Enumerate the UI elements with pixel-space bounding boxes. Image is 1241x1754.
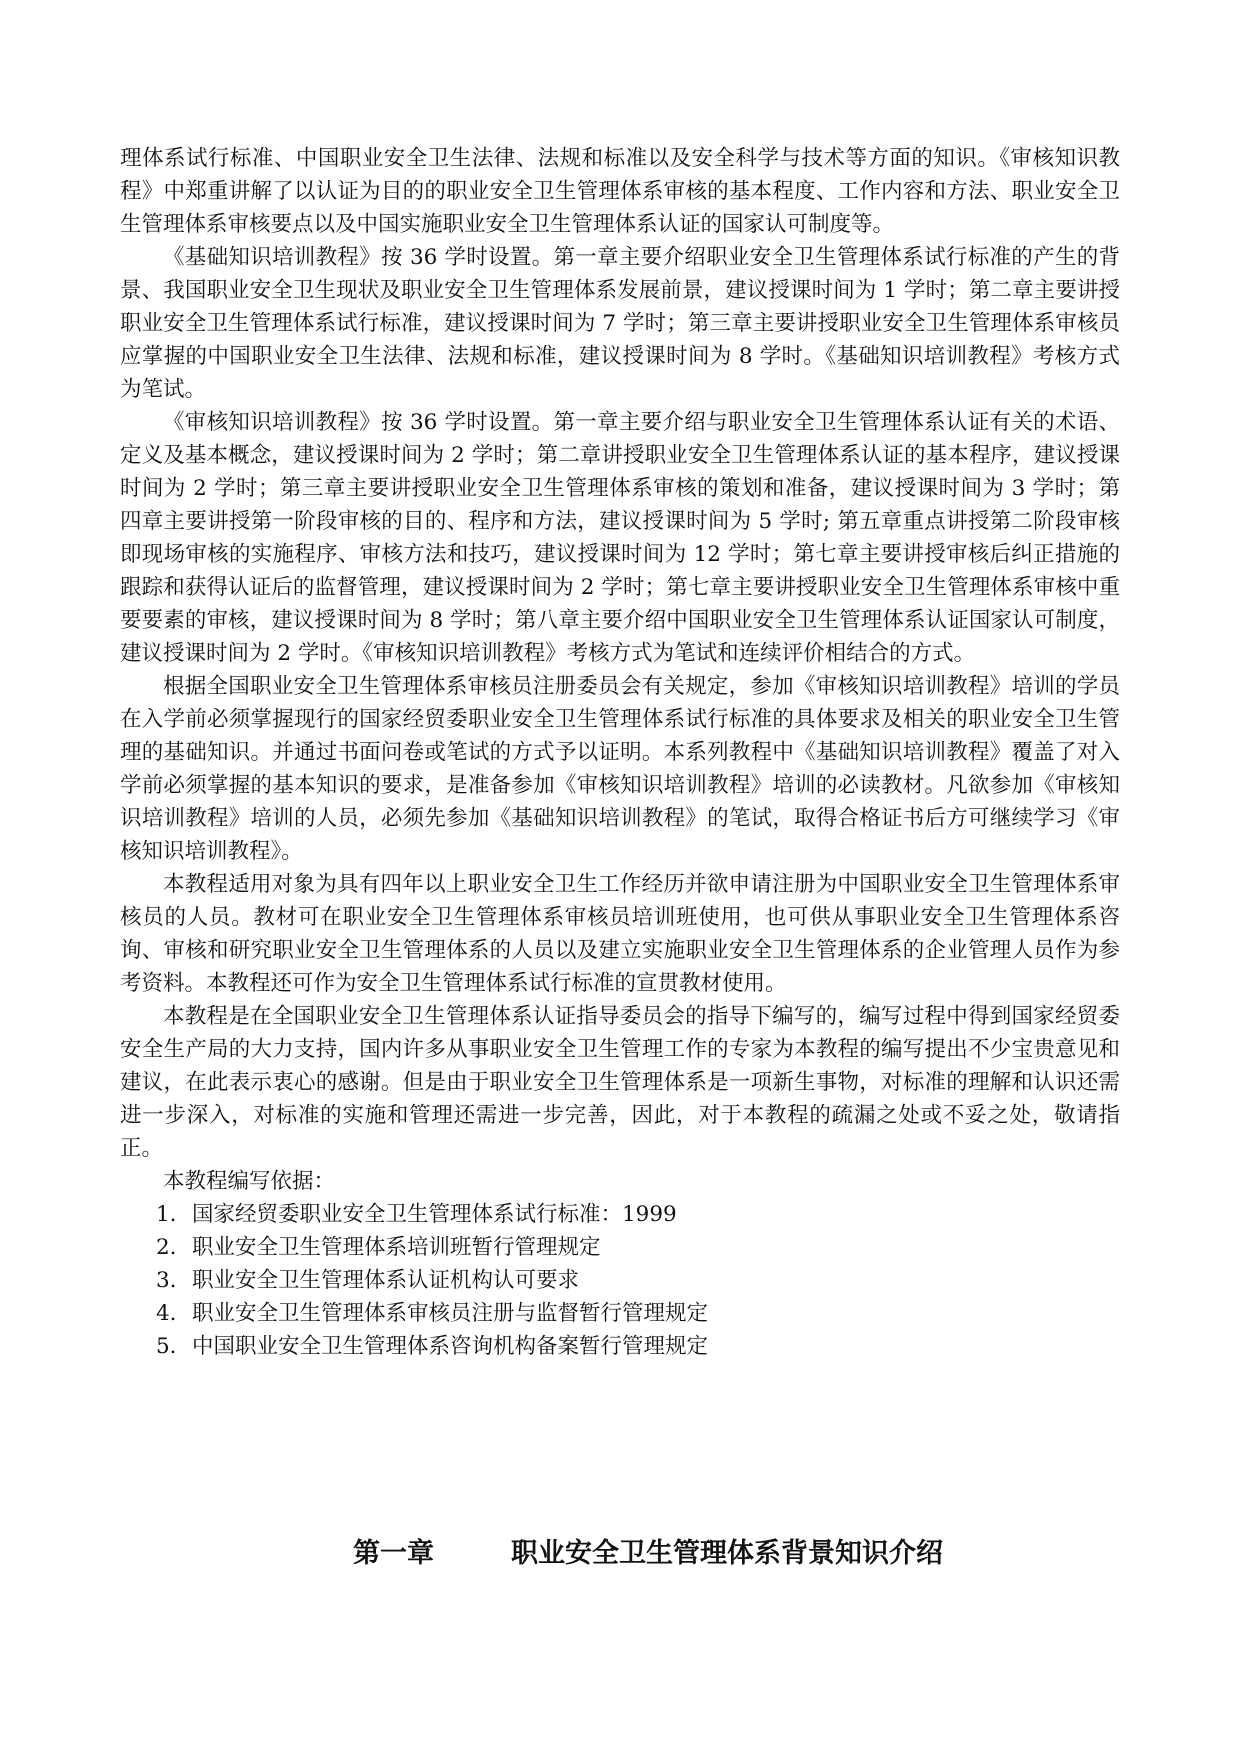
paragraph-target-audience: 本教程适用对象为具有四年以上职业安全卫生工作经历并欲申请注册为中国职业安全卫生管理体系审核员的人员。教材可在职业安全卫生管理体系审核员培训班使用，也可供从事职业安全卫生管理体系咨询、审核和研究职业安全卫生管理体系的人员以及建立实施职业安全卫生管理体系的企业管理人员作为参考资料。本教程还可作为安全卫生管理体系试行标准的宣贯教材使用。 [120,872,1120,996]
paragraph-basic-course: 《基础知识培训教程》按 36 学时设置。第一章主要介绍职业安全卫生管理体系试行标准的产生的背景、我国职业安全卫生现状及职业安全卫生管理体系发展前景，建议授课时间为 1 学时；第二章主要讲授职业安全卫生管理体系试行标准，建议授课时间为 7 学时；第三章主要讲授职业安全卫生管理体系审核员应掌握的中国职业安全卫生法律、法规和标准，建议授课时间为 8 学时。《基础知识培训教程》考核方式为笔试。 [120,245,1120,402]
basis-heading: 本教程编写依据： [163,1169,336,1194]
paragraph-acknowledgements: 本教程是在全国职业安全卫生管理体系认证指导委员会的指导下编写的，编写过程中得到国家经贸委安全生产局的大力支持，国内许多从事职业安全卫生管理工作的专家为本教程的编写提出不少宝贵意见和建议，在此表示衷心的感谢。但是由于职业安全卫生管理体系是一项新生事物，对标准的理解和认识还需进一步深入，对标准的实施和管理还需进一步完善，因此，对于本教程的疏漏之处或不妥之处，敬请指正。 [120,1004,1120,1161]
list-item-text: 职业安全卫生管理体系认证机构认可要求 [192,1268,580,1293]
chapter-number: 第一章 [353,1538,434,1569]
list-item-text: 职业安全卫生管理体系培训班暂行管理规定 [192,1235,601,1260]
list-item [120,1264,1120,1297]
list-item-number: 5. [156,1334,177,1359]
list-item [120,1297,1120,1330]
list-item-text: 职业安全卫生管理体系审核员注册与监督暂行管理规定 [192,1301,709,1326]
list-item-number: 4. [156,1301,177,1326]
list-item [120,1330,1120,1363]
list-item-number: 2. [156,1235,177,1260]
list-item-number: 3. [156,1268,177,1293]
list-item-number: 1. [156,1202,177,1227]
list-item [120,1231,1120,1264]
chapter-title: 职业安全卫生管理体系背景知识介绍 [511,1538,943,1569]
document-page [120,142,1120,1363]
basis-list [120,1198,1120,1363]
list-item-text: 国家经贸委职业安全卫生管理体系试行标准：1999 [192,1202,677,1227]
list-item [120,1198,1120,1231]
list-item-text: 中国职业安全卫生管理体系咨询机构备案暂行管理规定 [192,1334,709,1359]
paragraph-registration-rules: 根据全国职业安全卫生管理体系审核员注册委员会有关规定，参加《审核知识培训教程》培训的学员在入学前必须掌握现行的国家经贸委职业安全卫生管理体系试行标准的具体要求及相关的职业安全卫生管理的基础知识。并通过书面问卷或笔试的方式予以证明。本系列教程中《基础知识培训教程》覆盖了对入学前必须掌握的基本知识的要求，是准备参加《审核知识培训教程》培训的必读教材。凡欲参加《审核知识培训教程》培训的人员，必须先参加《基础知识培训教程》的笔试，取得合格证书后方可继续学习《审核知识培训教程》。 [120,674,1120,864]
paragraph-continuation: 理体系试行标准、中国职业安全卫生法律、法规和标准以及安全科学与技术等方面的知识。《审核知识教程》中郑重讲解了以认证为目的的职业安全卫生管理体系审核的基本程度、工作内容和方法、职业安全卫生管理体系审核要点以及中国实施职业安全卫生管理体系认证的国家认可制度等。 [120,146,1120,237]
paragraph-audit-course: 《审核知识培训教程》按 36 学时设置。第一章主要介绍与职业安全卫生管理体系认证有关的术语、定义及基本概念，建议授课时间为 2 学时；第二章讲授职业安全卫生管理体系认证的基本程序，建议授课时间为 2 学时；第三章主要讲授职业安全卫生管理体系审核的策划和准备，建议授课时间为 3 学时；第四章主要讲授第一阶段审核的目的、程序和方法，建议授课时间为 5 学时; 第五章重点讲授第二阶段审核即现场审核的实施程序、审核方法和技巧，建议授课时间为 12 学时；第七章主要讲授审核后纠正措施的跟踪和获得认证后的监督管理，建议授课时间为 2 学时；第七章主要讲授职业安全卫生管理体系审核中重要要素的审核，建议授课时间为 8 学时；第八章主要介绍中国职业安全卫生管理体系认证国家认可制度，建议授课时间为 2 学时。《审核知识培训教程》考核方式为笔试和连续评价相结合的方式。 [120,410,1120,666]
